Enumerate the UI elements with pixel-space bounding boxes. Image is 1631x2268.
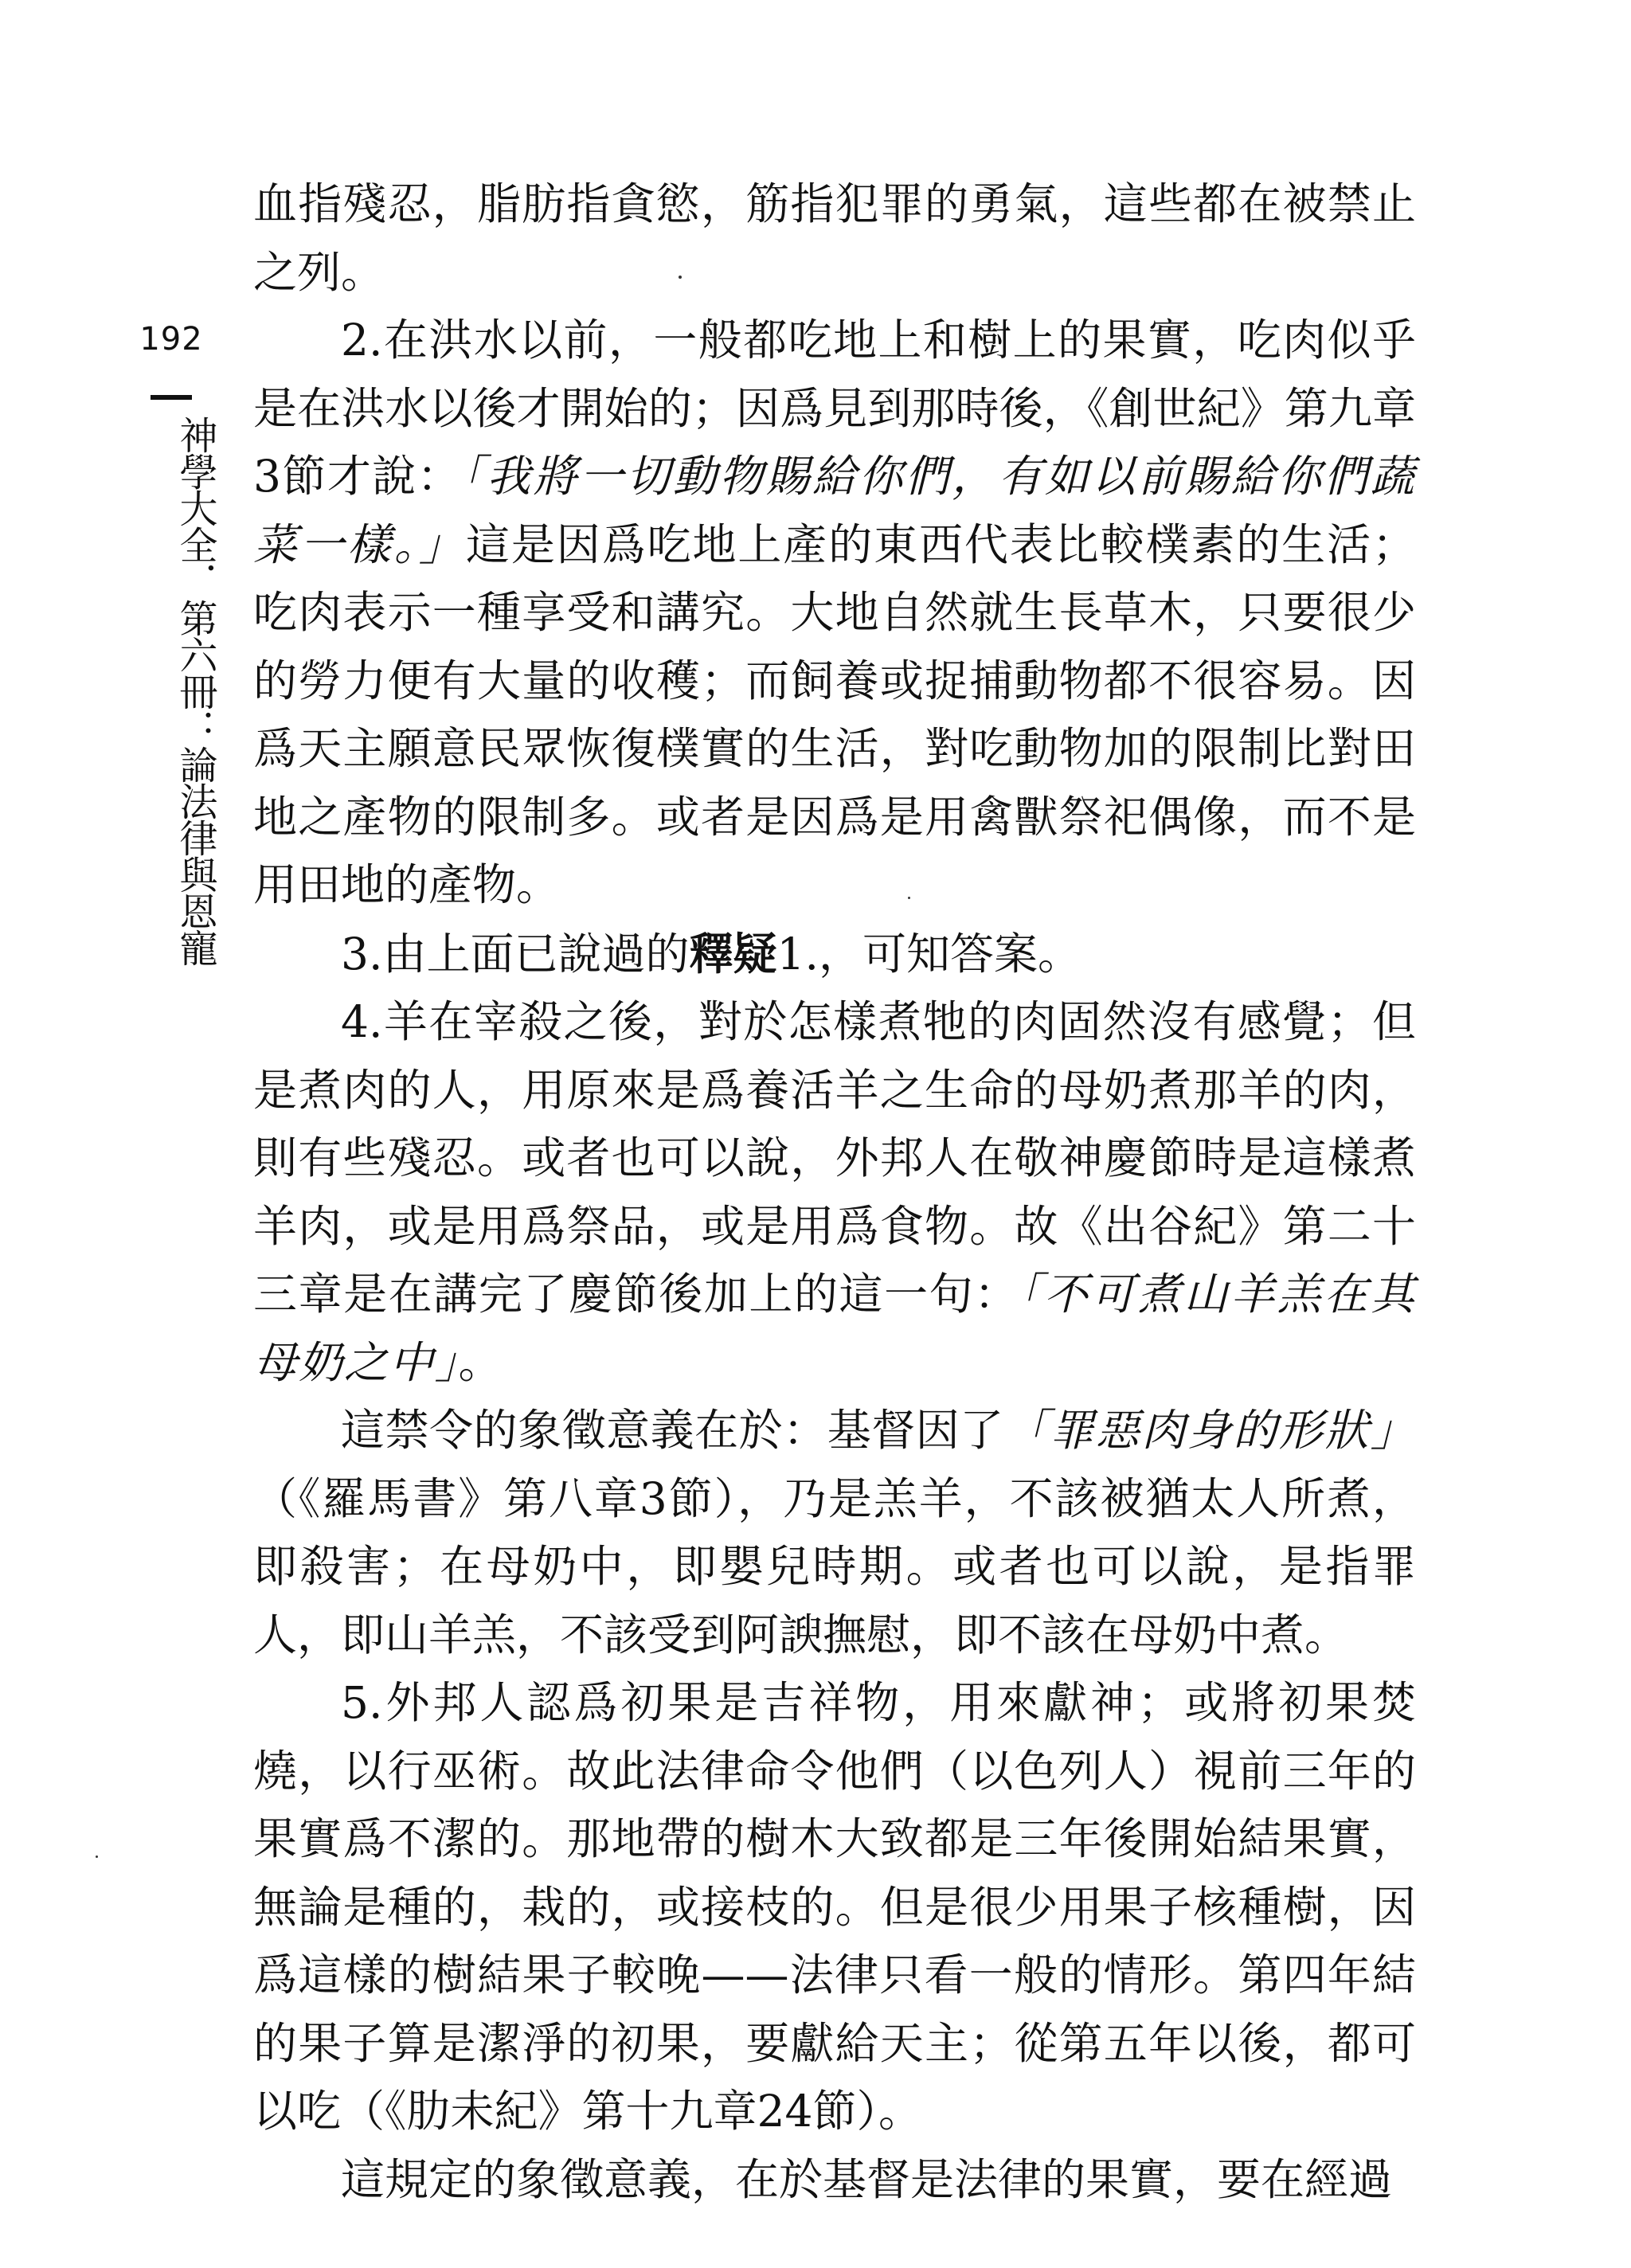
paragraph-6: 5.外邦人認爲初果是吉祥物，用來獻神；或將初果焚燒，以行巫術。故此法律命令他們（以色列人）視前三年的果實爲不潔的。那地帶的樹木大致都是三年後開始結果實，無論是種的，栽的，或接枝的。但是很少用果子核種樹，因爲這樣的樹結果子較晚——法律只看一般的情形。第四年結的果子算是潔淨的初果，要獻給天主；從第五年以後，都可以吃（《肋未紀》第十九章24節）。 (253, 1677, 1416, 2137)
scan-speck (96, 1855, 98, 1858)
scan-speck (908, 897, 910, 899)
body-text (253, 170, 1416, 2214)
running-head: 神學大全．第六冊：論法律與恩寵 (173, 416, 217, 965)
romans-quote: 「罪惡肉身的形狀」 (1003, 1405, 1416, 1456)
paragraph-1: 血指殘忍，脂肪指貪慾，筋指犯罪的勇氣，這些都在被禁止之列。 (253, 178, 1416, 298)
paragraph-4 (253, 988, 1416, 1397)
paragraph-4-text-cont: 。 (458, 1336, 503, 1388)
paragraph-2-text: 2.在洪水以前，一般都吃地上和樹上的果實，吃肉似乎是在洪水以後才開始的；因爲見到那時後，《創世紀》第九章3節才說： (253, 315, 1416, 502)
reply-label: 釋疑 (689, 927, 777, 980)
exodus-quote: 「不可煮山羊羔在其母奶之中」 (253, 1269, 1416, 1388)
page-margin (127, 320, 215, 1021)
paragraph-7: 這規定的象徵意義，在於基督是法律的果實，要在經過 (341, 2153, 1393, 2205)
paragraph-3-text: 3.由上面已說過的 (341, 928, 690, 980)
paragraph-4-text: 4.羊在宰殺之後，對於怎樣煮牠的肉固然沒有感覺；但是煮肉的人，用原來是爲養活羊之生命的母奶煮那羊的肉，則有些殘忍。或者也可以說，外邦人在敬神慶節時是這樣煮羊肉，或是用爲祭品，或是用爲食物。故《出谷紀》第二十三章是在講完了慶節後加上的這一句： (253, 996, 1416, 1320)
paragraph-5-text: 這禁令的象徵意義在於：基督因了 (341, 1405, 1004, 1456)
paragraph-3-text-cont: 1.，可知答案。 (776, 928, 1081, 980)
page-number: 192 (139, 321, 203, 358)
paragraph-3 (253, 920, 1416, 989)
paragraph-5-text-cont: （《羅馬書》第八章3節），乃是羔羊，不該被猶太人所煮，即殺害；在母奶中，即嬰兒時期。或者也可以說，是指罪人，即山羊羔，不該受到阿諛撫慰，即不該在母奶中煮。 (253, 1472, 1416, 1660)
paragraph-2-text-cont: 這是因爲吃地上產的東西代表比較樸素的生活；吃肉表示一種享受和講究。大地自然就生長草木，只要很少的勞力便有大量的收穫；而飼養或捉捕動物都不很容易。因爲天主願意民眾恢復樸實的生活，對吃動物加的限制比對田地之產物的限制多。或者是因爲是用禽獸祭祀偶像，而不是用田地的產物。 (253, 518, 1416, 910)
paragraph-5 (253, 1397, 1416, 1669)
header-rule (151, 395, 192, 400)
paragraph-2 (253, 307, 1416, 920)
scan-speck (679, 276, 682, 279)
genesis-quote: 「我將一切動物賜給你們，有如以前賜給你們蔬菜一樣。」 (253, 451, 1416, 570)
